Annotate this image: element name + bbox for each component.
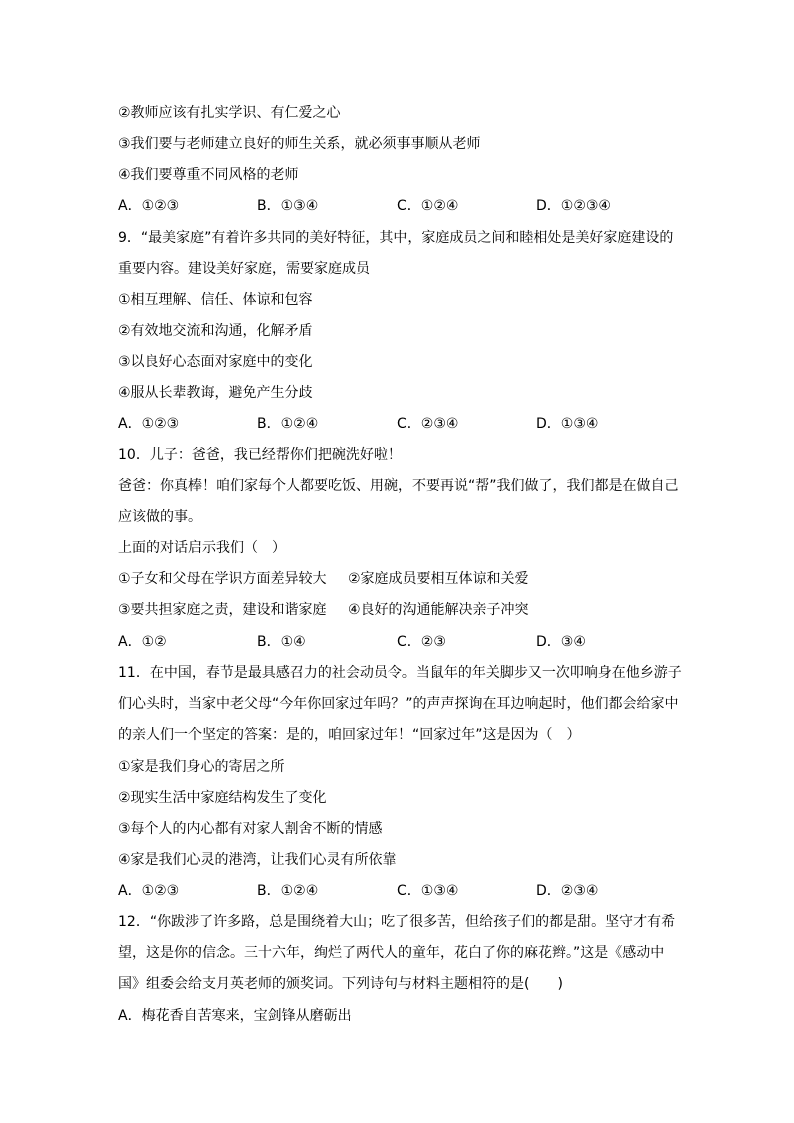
- option-b: B．①②④: [257, 883, 319, 899]
- l3: ④我们要尊重不同风格的老师: [118, 167, 299, 183]
- q10-item-3: ③要共担家庭之责，建设和谐家庭: [118, 602, 327, 618]
- option-a: A．①②③: [118, 883, 180, 899]
- q11-item-4: ④家是我们心灵的港湾，让我们心灵有所依靠: [118, 852, 397, 868]
- option-d: D．①③④: [536, 416, 599, 432]
- q10-items-row2: [118, 600, 529, 620]
- q9-item-1: ①相互理解、信任、体谅和包容: [118, 292, 313, 308]
- q12-stem-2: 望，这是你的信念。三十六年，绚烂了两代人的童年，花白了你的麻花辫。”这是《感动中: [118, 945, 665, 961]
- l2: ③我们要与老师建立良好的师生关系，就必须事事顺从老师: [118, 136, 481, 152]
- q10-item-4: ④良好的沟通能解决亲子冲突: [348, 602, 529, 618]
- option-a: A．①②③: [118, 416, 180, 432]
- option-b: B．①③④: [257, 198, 319, 214]
- q9-stem-1: 9．“最美家庭”有着许多共同的美好特征，其中，家庭成员之间和睦相处是美好家庭建设的: [118, 230, 674, 246]
- q9-item-3: ③以良好心态面对家庭中的变化: [118, 354, 313, 370]
- q10-item-2: ②家庭成员要相互体谅和关爱: [348, 571, 529, 587]
- q11-item-2: ②现实生活中家庭结构发生了变化: [118, 790, 327, 806]
- option-d: D．②③④: [536, 883, 599, 899]
- q11-stem-3: 的亲人们一个坚定的答案：是的，咱回家过年！“回家过年”这是因为（ ）: [118, 727, 581, 743]
- q11-item-3: ③每个人的内心都有对家人割舍不断的情感: [118, 821, 383, 837]
- q9-item-4: ④服从长辈教诲，避免产生分歧: [118, 385, 313, 401]
- option-d: D．③④: [536, 634, 586, 650]
- option-c: C．②③: [397, 634, 446, 650]
- q9-item-2: ②有效地交流和沟通，化解矛盾: [118, 323, 313, 339]
- q10-stem-3: 应该做的事。: [118, 509, 202, 525]
- q12-stem-3: 国》组委会给支月英老师的颁奖词。下列诗句与材料主题相符的是( ): [118, 976, 563, 992]
- option-c: C．②③④: [397, 416, 459, 432]
- q12-option-a: A．梅花香自苦寒来，宝剑锋从磨砺出: [118, 1008, 352, 1024]
- q10-item-1: ①子女和父母在学识方面差异较大: [118, 571, 327, 587]
- option-b: B．①②④: [257, 416, 319, 432]
- option-a: A．①②: [118, 634, 167, 650]
- q11-item-1: ①家是我们身心的寄居之所: [118, 759, 285, 775]
- option-a: A．①②③: [118, 198, 180, 214]
- option-d: D．①②③④: [536, 198, 611, 214]
- option-c: C．①③④: [397, 883, 459, 899]
- l1: ②教师应该有扎实学识、有仁爱之心: [118, 105, 341, 121]
- q11-stem-1: 11．在中国，春节是最具感召力的社会动员令。当鼠年的年关脚步又一次叩响身在他乡游子: [118, 665, 682, 681]
- q12-stem-1: 12．“你跋涉了许多路，总是围绕着大山；吃了很多苦，但给孩子们的都是甜。坚守才有希: [118, 914, 676, 930]
- q10-stem-4: 上面的对话启示我们（ ）: [118, 540, 286, 556]
- option-b: B．①④: [257, 634, 306, 650]
- q9-stem-2: 重要内容。建设美好家庭，需要家庭成员: [118, 261, 370, 277]
- q10-stem-1: 10．儿子：爸爸，我已经帮你们把碗洗好啦！: [118, 447, 402, 463]
- option-c: C．①②④: [397, 198, 459, 214]
- q11-stem-2: 们心头时，当家中老父母“今年你回家过年吗？”的声声探询在耳边响起时，他们都会给家中: [118, 696, 679, 712]
- q10-items-row1: [118, 569, 529, 589]
- q10-stem-2: 爸爸：你真棒！咱们家每个人都要吃饭、用碗，不要再说“帮”我们做了，我们都是在做自己: [118, 478, 679, 494]
